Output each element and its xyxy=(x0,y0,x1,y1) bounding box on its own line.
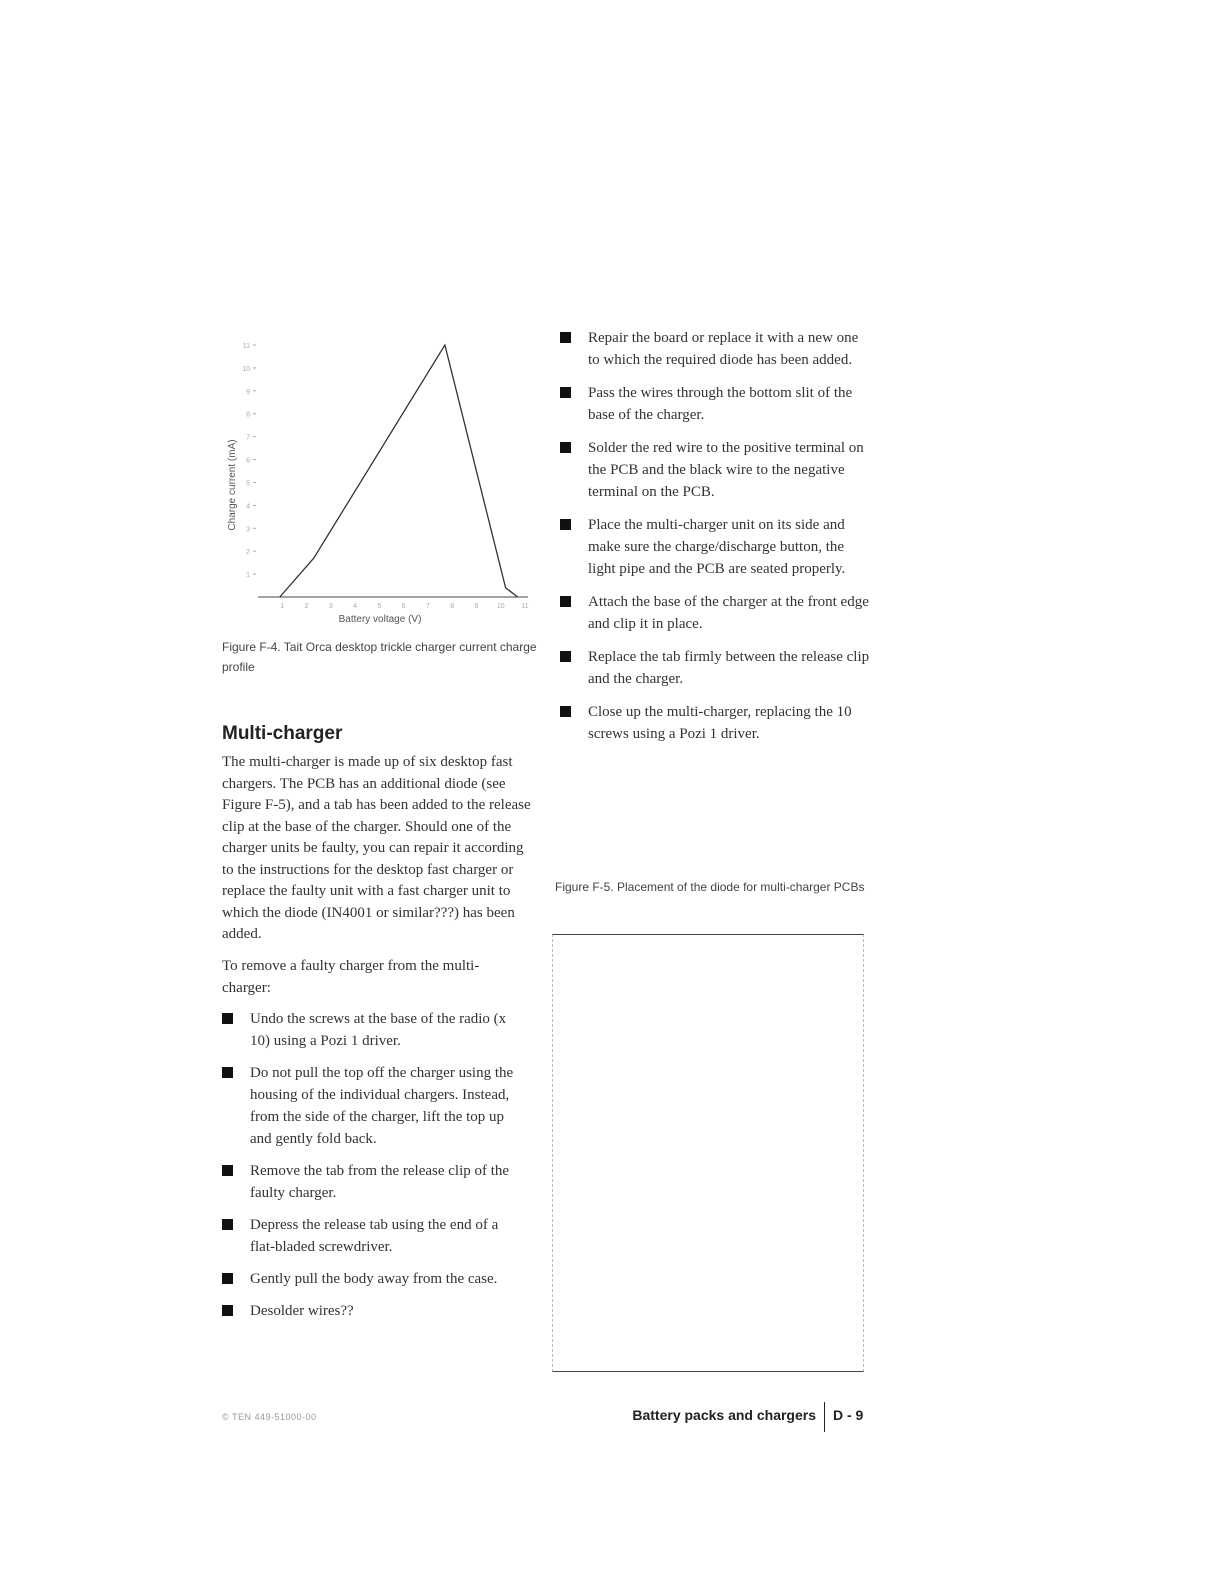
x-tick-label: 11 xyxy=(521,603,529,610)
chart-series-line xyxy=(280,345,518,597)
repair-step-item xyxy=(560,382,870,426)
x-tick-label: 1 xyxy=(280,603,285,610)
footer-section: Battery packs and chargers xyxy=(632,1407,816,1423)
y-tick-group xyxy=(242,343,256,579)
bullet-square-icon xyxy=(560,596,571,607)
x-tick-label: 10 xyxy=(496,603,505,610)
intro-paragraph: The multi-charger is made up of six desktop fast chargers. The PCB has an additional diode (see Figure F-5), and a tab has been added to the release clip at the base of the charger. Should one of the charger units be faulty, you can repair it according to the instructions for the desktop fast charger or replace the faulty unit with a fast charger unit to which the diode (IN4001 or similar???) has been added. xyxy=(222,754,531,942)
list-item-text: Replace the tab firmly between the release clip and the charger. xyxy=(588,649,870,687)
x-tick-label: 8 xyxy=(450,603,455,610)
remove-step-item xyxy=(222,1268,522,1290)
bullet-square-icon xyxy=(222,1013,233,1024)
y-tick-label: 2 xyxy=(246,549,250,557)
repair-step-item xyxy=(560,514,870,580)
y-tick-label: 11 xyxy=(242,343,250,350)
bullet-square-icon xyxy=(222,1067,233,1078)
x-tick-label: 7 xyxy=(425,603,430,610)
doc-number: © TEN 449-51000-00 xyxy=(222,1412,317,1422)
y-tick-label: 6 xyxy=(246,457,250,465)
list-item-text: Do not pull the top off the charger using the housing of the individual chargers. Instead, from the side of the charger, lift the top up and gently fold back. xyxy=(250,1065,514,1147)
remove-step-item xyxy=(222,1160,522,1204)
y-tick-label: 1 xyxy=(246,572,250,580)
list-item-text: Remove the tab from the release clip of the faulty charger. xyxy=(250,1163,510,1201)
remove-step-item xyxy=(222,1214,522,1258)
repair-steps-list xyxy=(560,327,870,756)
x-tick-label: 5 xyxy=(377,603,382,610)
bullet-square-icon xyxy=(560,519,571,530)
y-tick-label: 5 xyxy=(246,480,250,488)
bullet-square-icon xyxy=(560,332,571,343)
page-number: D - 9 xyxy=(833,1407,864,1423)
bullet-square-icon xyxy=(560,651,571,662)
bullet-square-icon xyxy=(222,1165,233,1176)
list-item-text: Undo the screws at the base of the radio (x 10) using a Pozi 1 driver. xyxy=(250,1011,507,1049)
section-heading: Multi-charger xyxy=(222,723,343,744)
x-tick-label: 6 xyxy=(401,603,406,610)
y-tick-label: 4 xyxy=(246,503,250,511)
remove-step-item xyxy=(222,1062,522,1150)
list-item-text: Repair the board or replace it with a new one to which the required diode has been added. xyxy=(588,330,859,368)
y-tick-label: 8 xyxy=(246,411,250,419)
x-tick-label: 9 xyxy=(474,603,479,610)
repair-step-item xyxy=(560,646,870,690)
x-tick-label: 3 xyxy=(328,603,333,610)
list-item-text: Desolder wires?? xyxy=(250,1303,354,1319)
x-tick-label: 2 xyxy=(304,603,309,610)
bullet-square-icon xyxy=(222,1219,233,1230)
list-item-text: Solder the red wire to the positive terminal on the PCB and the black wire to the negative terminal on the PCB. xyxy=(588,440,864,500)
bullet-square-icon xyxy=(222,1273,233,1284)
repair-step-item xyxy=(560,591,870,635)
remove-step-item xyxy=(222,1300,522,1322)
figure-f4-chart xyxy=(220,325,540,630)
footer-divider xyxy=(824,1402,825,1432)
bullet-square-icon xyxy=(560,706,571,717)
bullet-square-icon xyxy=(560,387,571,398)
repair-step-item xyxy=(560,437,870,503)
figure-f4-caption: Figure F-4. Tait Orca desktop trickle charger current charge profile xyxy=(222,640,537,674)
remove-steps-list xyxy=(222,1008,522,1332)
x-axis-label: Battery voltage (V) xyxy=(338,614,422,625)
y-tick-label: 9 xyxy=(246,388,250,396)
list-item-text: Close up the multi-charger, replacing the 10 screws using a Pozi 1 driver. xyxy=(588,704,852,742)
remove-intro: To remove a faulty charger from the multi-charger: xyxy=(222,958,480,996)
x-tick-group xyxy=(280,603,528,610)
x-tick-label: 4 xyxy=(353,603,358,610)
repair-step-item xyxy=(560,701,870,745)
y-tick-label: 3 xyxy=(246,526,250,534)
list-item-text: Place the multi-charger unit on its side and make sure the charge/discharge button, the light pipe and the PCB are seated properly. xyxy=(588,517,846,577)
figure-f5-caption: Figure F-5. Placement of the diode for multi-charger PCBs xyxy=(555,880,865,894)
remove-step-item xyxy=(222,1008,522,1052)
y-tick-label: 10 xyxy=(242,365,250,373)
y-tick-label: 7 xyxy=(246,434,250,442)
bullet-square-icon xyxy=(560,442,571,453)
list-item-text: Pass the wires through the bottom slit of the base of the charger. xyxy=(588,385,853,423)
repair-step-item xyxy=(560,327,870,371)
list-item-text: Depress the release tab using the end of a flat-bladed screwdriver. xyxy=(250,1217,499,1255)
list-item-text: Gently pull the body away from the case. xyxy=(250,1271,498,1287)
list-item-text: Attach the base of the charger at the front edge and clip it in place. xyxy=(588,594,869,632)
y-axis-label: Charge current (mA) xyxy=(227,439,238,531)
bullet-square-icon xyxy=(222,1305,233,1316)
figure-f5-frame xyxy=(552,934,864,1372)
